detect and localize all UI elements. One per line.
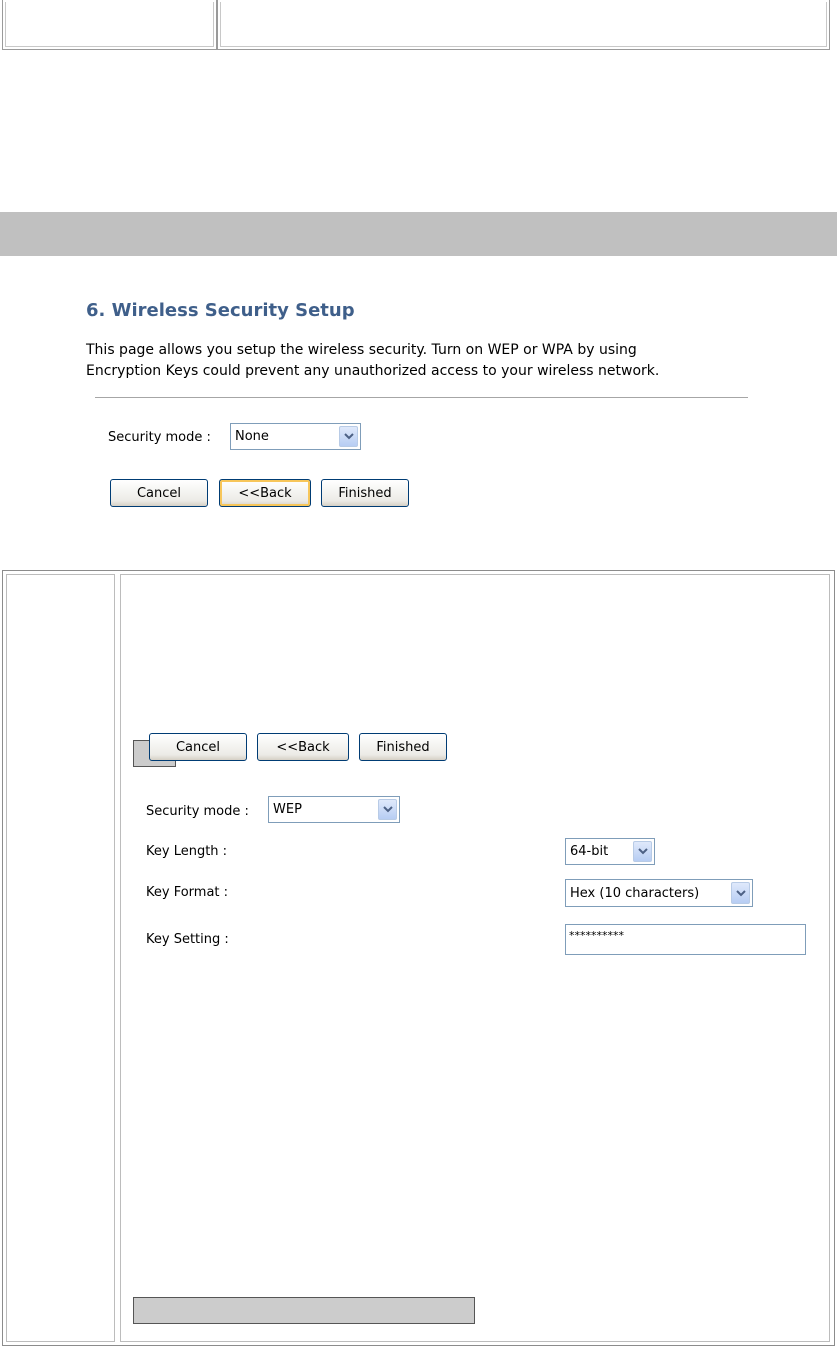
key-format-label: Key Format : [146,885,229,900]
key-length-value: 64-bit [570,844,609,859]
key-length-label: Key Length : [146,844,228,859]
chevron-down-icon[interactable] [731,882,750,904]
lower-table-left-cell [6,574,115,1342]
security-mode-label: Security mode : [108,430,211,445]
divider [95,397,748,398]
lower-table-right-cell [120,574,830,1342]
page-description-line-2: Encryption Keys could prevent any unauthorized access to your wireless network. [86,363,660,379]
security-mode-select[interactable] [230,423,361,450]
chevron-down-icon[interactable] [378,799,397,820]
page-title: 6. Wireless Security Setup [86,300,355,321]
finished-button[interactable]: Finished [321,479,409,507]
chevron-down-icon[interactable] [633,841,652,862]
security-mode-value: None [235,429,269,444]
wep-security-mode-value: WEP [273,802,302,817]
back-button-2[interactable]: <<Back [257,733,349,761]
key-setting-input[interactable] [565,924,806,955]
page-description-line-1: This page allows you setup the wireless security. Turn on WEP or WPA by using [86,342,637,358]
wep-security-mode-select[interactable] [268,796,400,823]
cancel-button[interactable]: Cancel [110,479,208,507]
key-length-select[interactable] [565,838,655,865]
cancel-button-2[interactable]: Cancel [149,733,247,761]
wide-grey-box [133,1297,475,1324]
key-setting-value: ********** [569,929,624,942]
key-setting-label: Key Setting : [146,932,229,947]
section-header-band [0,212,837,256]
top-table-cell-right [217,0,830,50]
finished-button-2[interactable]: Finished [359,733,447,761]
key-format-value: Hex (10 characters) [570,885,700,901]
wep-security-mode-label: Security mode : [146,804,249,819]
back-button[interactable]: <<Back [219,479,311,507]
top-table-cell-left [2,0,217,50]
key-format-select[interactable] [565,879,753,907]
chevron-down-icon[interactable] [339,426,358,447]
